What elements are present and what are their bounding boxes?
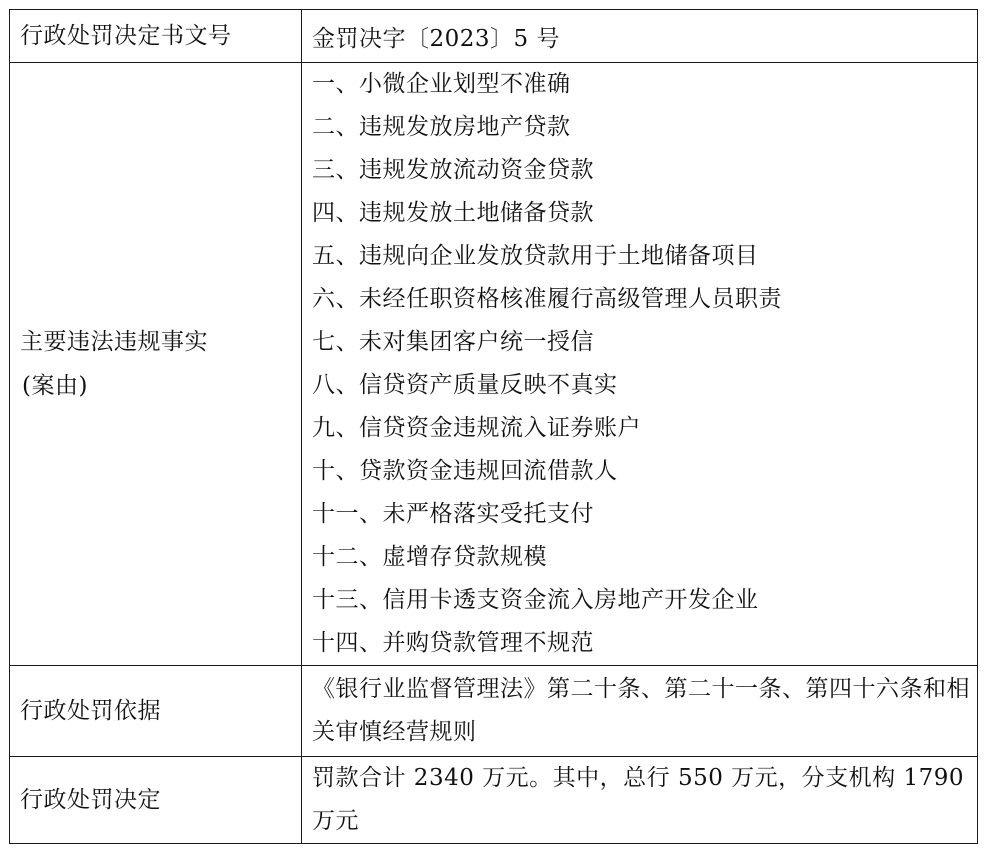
label-penalty-decision: 行政处罚决定 (10, 757, 302, 844)
list-item: 六、未经任职资格核准履行高级管理人员职责 (312, 286, 782, 312)
list-item: 一、小微企业划型不准确 (312, 71, 571, 97)
list-item: 五、违规向企业发放贷款用于土地储备项目 (312, 243, 759, 269)
label-penalty-basis: 行政处罚依据 (10, 666, 302, 757)
list-item: 十四、并购贷款管理不规范 (312, 630, 594, 656)
table-row-penalty-basis (10, 666, 978, 757)
list-item: 十三、信用卡透支资金流入房地产开发企业 (312, 587, 759, 613)
value-penalty-basis: 《银行业监督管理法》第二十条、第二十一条、第四十六条和相关审慎经营规则 (302, 666, 978, 757)
list-item: 九、信贷资金违规流入证券账户 (312, 415, 641, 441)
label-violation-facts-main: 主要违法违规事实 (20, 329, 208, 355)
violation-facts-list (302, 63, 978, 666)
label-document-number: 行政处罚决定书文号 (10, 10, 302, 63)
list-item: 七、未对集团客户统一授信 (312, 329, 594, 355)
table-row-violation-facts (10, 63, 978, 666)
list-item: 十、贷款资金违规回流借款人 (312, 458, 618, 484)
value-penalty-decision: 罚款合计 2340 万元。其中，总行 550 万元，分支机构 1790 万元 (302, 757, 978, 844)
value-document-number: 金罚决字〔2023〕5 号 (302, 10, 978, 63)
table-row-penalty-decision (10, 757, 978, 844)
list-item: 十二、虚增存贷款规模 (312, 544, 547, 570)
label-violation-facts (10, 63, 302, 666)
list-item: 八、信贷资产质量反映不真实 (312, 372, 618, 398)
list-item: 十一、未严格落实受托支付 (312, 501, 594, 527)
label-violation-facts-sub: (案由) (22, 373, 88, 399)
list-item: 四、违规发放土地储备贷款 (312, 200, 594, 226)
penalty-info-table (9, 9, 978, 844)
list-item: 二、违规发放房地产贷款 (312, 114, 571, 140)
list-item: 三、违规发放流动资金贷款 (312, 157, 594, 183)
table-row-document-number (10, 10, 978, 63)
